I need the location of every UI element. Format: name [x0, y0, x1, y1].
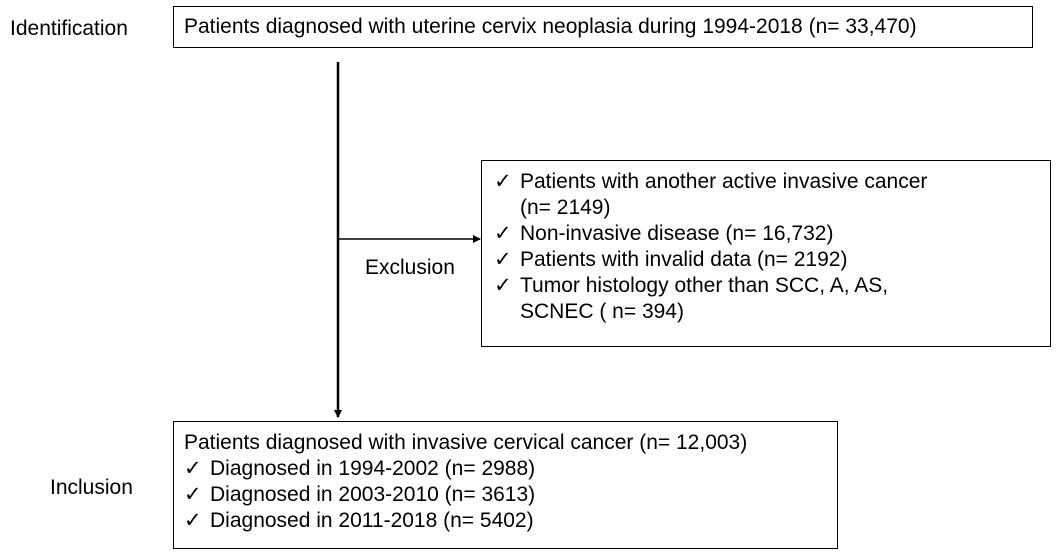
exclusion-criteria-list: [494, 169, 1040, 325]
exclusion-item-line: Non-invasive disease (n= 16,732): [520, 222, 834, 245]
inclusion-criteria-list: [184, 456, 827, 534]
checkmark-icon: ✓: [184, 483, 202, 506]
stage-label-identification: Identification: [10, 17, 128, 40]
checkmark-icon: ✓: [494, 274, 512, 297]
exclusion-item-line: (n= 2149): [520, 196, 611, 219]
exclusion-item-line: Patients with invalid data (n= 2192): [520, 248, 848, 271]
exclusion-item-line: Tumor histology other than SCC, A, AS,: [520, 274, 889, 297]
inclusion-item-text: Diagnosed in 2003-2010 (n= 3613): [210, 483, 536, 506]
identification-box-text: Patients diagnosed with uterine cervix neoplasia during 1994-2018 (n= 33,470): [184, 15, 917, 38]
checkmark-icon: ✓: [494, 248, 512, 271]
inclusion-box-title: Patients diagnosed with invasive cervical cancer (n= 12,003): [184, 431, 748, 454]
identification-box: [173, 6, 1033, 48]
checkmark-icon: ✓: [494, 222, 512, 245]
inclusion-item: [184, 482, 827, 508]
checkmark-icon: ✓: [494, 170, 512, 193]
stage-label-exclusion: Exclusion: [365, 256, 455, 279]
inclusion-item: [184, 508, 827, 534]
exclusion-item: [494, 273, 1040, 325]
inclusion-item-text: Diagnosed in 2011-2018 (n= 5402): [210, 509, 534, 532]
inclusion-box: [173, 421, 838, 549]
exclusion-box: [481, 160, 1051, 347]
stage-label-inclusion: Inclusion: [50, 476, 133, 499]
exclusion-item-line: SCNEC ( n= 394): [520, 300, 684, 323]
exclusion-item: [494, 169, 1040, 221]
checkmark-icon: ✓: [184, 509, 202, 532]
exclusion-item: [494, 221, 1040, 247]
inclusion-item-text: Diagnosed in 1994-2002 (n= 2988): [210, 457, 536, 480]
exclusion-item: [494, 247, 1040, 273]
inclusion-item: [184, 456, 827, 482]
checkmark-icon: ✓: [184, 457, 202, 480]
exclusion-item-line: Patients with another active invasive cancer: [520, 170, 928, 193]
